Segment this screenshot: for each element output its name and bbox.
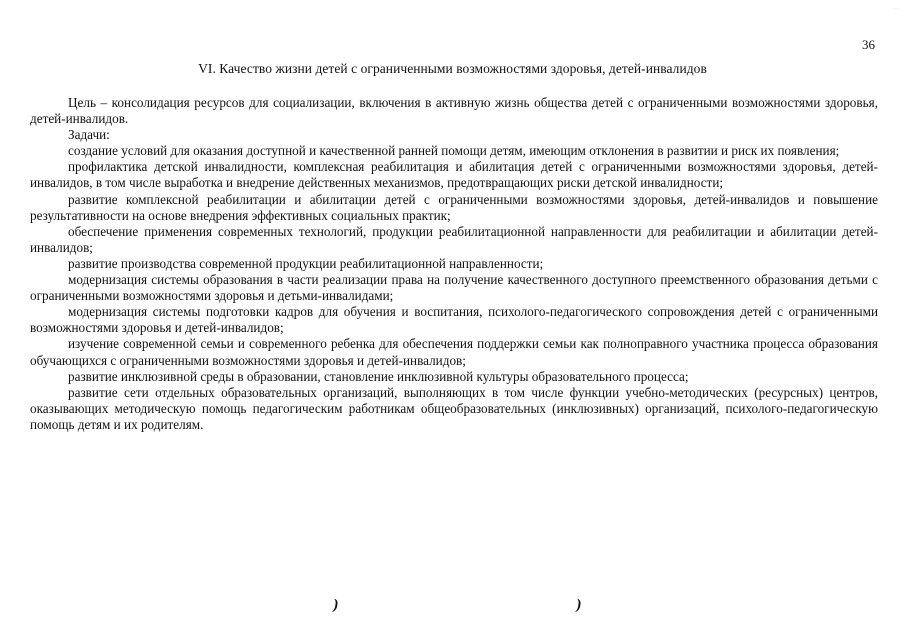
task-item: модернизация системы подготовки кадров для обучения и воспитания, психолого-педагогического сопровождения детей с ограниченными возможностями здоровья и детей-инвалидов;: [30, 304, 878, 336]
task-item: развитие комплексной реабилитации и абилитации детей с ограниченными возможностями здоровья, детей-инвалидов и повышение результативности на основе внедрения эффективных социальных практик;: [30, 191, 878, 223]
section-heading: VI. Качество жизни детей с ограниченными возможностями здоровья, детей-инвалидов: [198, 61, 707, 76]
task-item: развитие сети отдельных образовательных организаций, выполняющих в том числе функции учебно-методических (ресурсных) центров, оказывающих методическую помощь педагогическим работникам общеобразовательных (инклюзивных) организаций, психолого-педагогическую помощь детям и их родителям.: [30, 384, 878, 432]
page-number: 36: [862, 37, 875, 52]
binding-mark-right: ): [574, 597, 583, 613]
scan-speck: · ·: [893, 6, 899, 12]
task-item: профилактика детской инвалидности, комплексная реабилитация и абилитация детей с ограниченными возможностями здоровья, детей-инвалидов, в том числе выработка и внедрение действенных механизмов, предотвращающих риски детской инвалидности;: [30, 159, 878, 191]
tasks-label: Задачи:: [68, 127, 110, 143]
task-item: создание условий для оказания доступной и качественной ранней помощи детям, имеющим отклонения в развитии и риск их появления;: [68, 143, 840, 159]
binding-mark-left: ): [331, 597, 340, 613]
task-item: модернизация системы образования в части реализации права на получение качественного доступного преемственного образования детьми с ограниченными возможностями здоровья и детьми-инвалидами;: [30, 272, 878, 304]
document-body: [30, 95, 878, 433]
task-item: развитие инклюзивной среды в образовании, становление инклюзивной культуры образовательного процесса;: [68, 368, 689, 384]
task-item: развитие производства современной продукции реабилитационной направленности;: [68, 255, 544, 271]
task-item: изучение современной семьи и современного ребенка для обеспечения поддержки семьи как полноправного участника процесса образования обучающихся с ограниченными возможностями здоровья и детей-инвалидов;: [30, 336, 878, 368]
goal-paragraph: Цель – консолидация ресурсов для социализации, включения в активную жизнь общества детей с ограниченными возможностями здоровья, детей-инвалидов.: [30, 95, 878, 127]
task-item: обеспечение применения современных технологий, продукции реабилитационной направленности для реабилитации и абилитации детей-инвалидов;: [30, 223, 878, 255]
